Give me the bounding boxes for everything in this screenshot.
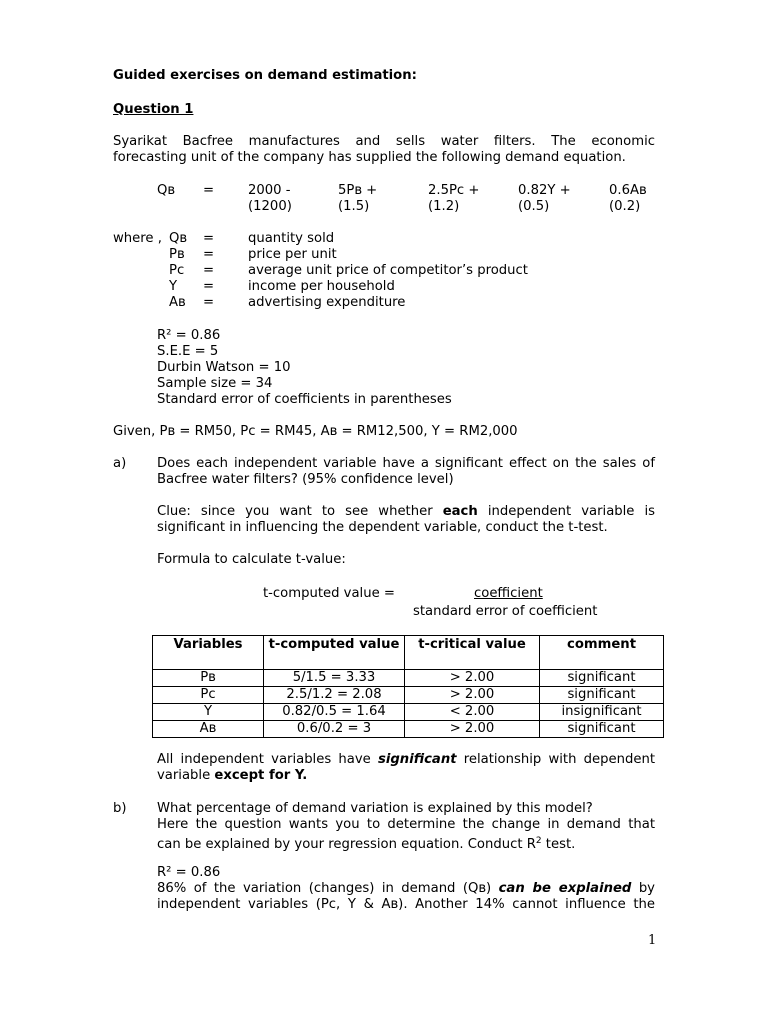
clue-line-2: significant in influencing the dependent variable, conduct the t-test.: [157, 520, 608, 535]
equation-term: 0.6Aʙ: [609, 183, 647, 198]
t-test-table: [152, 635, 664, 738]
where-label: where ,: [113, 231, 162, 246]
clue-line-1: Clue: since you want to see whether each independent variable is: [157, 504, 656, 519]
table-cell: Pʙ: [153, 670, 264, 687]
def-equals: =: [203, 295, 215, 310]
table-row: [153, 704, 664, 721]
page-number: 1: [648, 933, 657, 948]
table-cell: 5/1.5 = 3.33: [264, 670, 405, 687]
part-b-question-line-3: can be explained by your regression equation. Conduct $R^2$ test.: [157, 836, 576, 852]
def-symbol: Pᴄ: [169, 263, 185, 278]
part-a-question-line-2: Bacfree water filters? (95% confidence level): [157, 472, 454, 487]
def-desc: income per household: [248, 279, 395, 294]
part-b-question-line-1: What percentage of demand variation is explained by this model?: [157, 801, 593, 816]
table-row: [153, 721, 664, 738]
stat-note: Standard error of coefficients in parentheses: [157, 392, 452, 407]
table-cell: insignificant: [540, 704, 664, 721]
def-equals: =: [203, 231, 215, 246]
def-symbol: Aʙ: [169, 295, 186, 310]
stat-durbin-watson: Durbin Watson = 10: [157, 360, 291, 375]
equation-term: 2.5Pᴄ +: [428, 183, 480, 198]
formula-numerator: coefficient: [474, 586, 543, 601]
formula-denominator: standard error of coefficient: [413, 604, 598, 619]
stat-sample-size: Sample size = 34: [157, 376, 273, 391]
def-equals: =: [203, 247, 215, 262]
equation-term: 2000 -: [248, 183, 291, 198]
equation-term: 5Pʙ +: [338, 183, 378, 198]
table-cell: > 2.00: [405, 721, 540, 738]
std-error: (1200): [248, 199, 292, 214]
def-equals: =: [203, 263, 215, 278]
table-header: comment: [540, 636, 664, 670]
formula-label: Formula to calculate t-value:: [157, 552, 346, 567]
def-symbol: Qʙ: [169, 231, 188, 246]
table-cell: Y: [153, 704, 264, 721]
stat-r2: R² = 0.86: [157, 328, 221, 343]
document-title: Guided exercises on demand estimation:: [113, 68, 417, 83]
table-header: t-computed value: [264, 636, 405, 670]
question-heading: Question 1: [113, 102, 194, 117]
conclusion-line-1: All independent variables have significant relationship with dependent: [157, 752, 655, 767]
table-cell: Pᴄ: [153, 687, 264, 704]
def-desc: advertising expenditure: [248, 295, 406, 310]
part-b-answer-line-1: 86% of the variation (changes) in demand (Qʙ) can be explained by: [157, 881, 655, 896]
def-equals: =: [203, 279, 215, 294]
equation-equals: =: [203, 183, 215, 198]
table-header: t-critical value: [405, 636, 540, 670]
part-a-question-line-1: Does each independent variable have a significant effect on the sales of: [157, 456, 655, 471]
part-b-answer-line-2: independent variables (Pᴄ, Y & Aʙ). Another 14% cannot influence the: [157, 897, 655, 912]
def-symbol: Y: [169, 279, 178, 294]
table-row: [153, 670, 664, 687]
table-header: Variables: [153, 636, 264, 670]
table-cell: > 2.00: [405, 670, 540, 687]
intro-line-2: forecasting unit of the company has supplied the following demand equation.: [113, 150, 626, 165]
std-error: (1.2): [428, 199, 460, 214]
table-cell: Aʙ: [153, 721, 264, 738]
table-cell: 0.82/0.5 = 1.64: [264, 704, 405, 721]
def-desc: average unit price of competitor’s product: [248, 263, 528, 278]
part-b-label: b): [113, 801, 127, 816]
table-cell: significant: [540, 670, 664, 687]
def-symbol: Pʙ: [169, 247, 185, 262]
table-cell: 0.6/0.2 = 3: [264, 721, 405, 738]
table-cell: > 2.00: [405, 687, 540, 704]
given-values: Given, Pʙ = RM50, Pᴄ = RM45, Aʙ = RM12,500, Y = RM2,000: [113, 424, 518, 439]
stat-see: S.E.E = 5: [157, 344, 219, 359]
std-error: (0.2): [609, 199, 641, 214]
equation-term: 0.82Y +: [518, 183, 571, 198]
def-desc: quantity sold: [248, 231, 335, 246]
table-cell: 2.5/1.2 = 2.08: [264, 687, 405, 704]
conclusion-line-2: variable except for Y.: [157, 768, 308, 783]
part-a-label: a): [113, 456, 127, 471]
formula-lhs: t-computed value =: [263, 586, 395, 601]
table-cell: significant: [540, 721, 664, 738]
table-row: [153, 687, 664, 704]
part-b-question-line-2: Here the question wants you to determine the change in demand that: [157, 817, 655, 832]
std-error: (1.5): [338, 199, 370, 214]
equation-lhs: Qʙ: [157, 183, 176, 198]
std-error: (0.5): [518, 199, 550, 214]
table-cell: significant: [540, 687, 664, 704]
def-desc: price per unit: [248, 247, 337, 262]
intro-line-1: Syarikat Bacfree manufactures and sells water filters. The economic: [113, 134, 655, 149]
table-cell: < 2.00: [405, 704, 540, 721]
part-b-r2: R² = 0.86: [157, 865, 221, 880]
